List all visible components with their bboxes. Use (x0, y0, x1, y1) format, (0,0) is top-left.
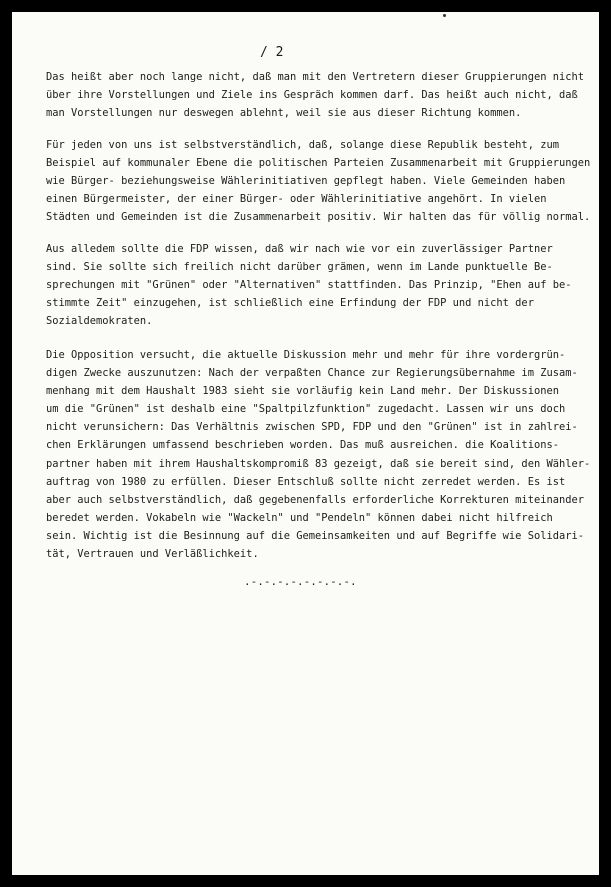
text-line: chen Erklärungen umfassend beschrieben worden. Das muß ausreichen. die Koalitions- (46, 439, 559, 452)
text-line: wie Bürger- beziehungsweise Wählerinitiativen gepflegt haben. Viele Gemeinden haben (46, 175, 566, 188)
text-line: Städten und Gemeinden ist die Zusammenarbeit positiv. Wir halten das für völlig normal. (46, 211, 591, 224)
text-line: sprechungen mit "Grünen" oder "Alternativen" stattfinden. Das Prinzip, "Ehen auf be- (46, 279, 572, 292)
text-line: stimmte Zeit" einzugehen, ist schließlich eine Erfindung der FDP und nicht der (46, 297, 534, 310)
text-line: menhang mit dem Haushalt 1983 sieht sie vorläufig kein Land mehr. Der Diskussionen (46, 385, 559, 398)
text-line: Das heißt aber noch lange nicht, daß man mit den Vertretern dieser Gruppierungen nicht (46, 71, 584, 83)
text-line: Sozialdemokraten. (46, 315, 153, 328)
scan-speck (443, 14, 446, 17)
text-line: einen Bürgermeister, der einer Bürger- oder Wählerinitiative angehört. In vielen (46, 193, 547, 206)
paragraph-2 (46, 136, 591, 226)
text-line: beredet werden. Vokabeln wie "Wackeln" und "Pendeln" können dabei nicht hilfreich (46, 511, 553, 524)
paragraph-3 (46, 240, 591, 330)
page-number: / 2 (260, 45, 284, 60)
text-line: auftrag von 1980 zu erfüllen. Dieser Entschluß sollte nicht zerredet werden. Es ist (46, 475, 566, 488)
text-line: sein. Wichtig ist die Besinnung auf die Gemeinsamkeiten und auf Begriffe wie Solidari- (46, 529, 584, 542)
end-separator: .-.-.-.-.-.-.-.-. (244, 575, 357, 588)
text-line: partner haben mit ihrem Haushaltskompromiß 83 gezeigt, daß sie bereit sind, den Wähler- (46, 457, 591, 470)
text-line: aber auch selbstverständlich, daß gegebenenfalls erforderliche Korrekturen miteinander (46, 493, 584, 506)
document-page (12, 12, 599, 875)
text-line: Für jeden von uns ist selbstverständlich, daß, solange diese Republik besteht, zum (46, 139, 559, 151)
text-line: über ihre Vorstellungen und Ziele ins Gespräch kommen darf. Das heißt auch nicht, daß (46, 89, 578, 102)
text-line: Die Opposition versucht, die aktuelle Diskussion mehr und mehr für ihre vordergrün- (46, 349, 566, 361)
text-line: Aus alledem sollte die FDP wissen, daß wir nach wie vor ein zuverlässiger Partner (46, 243, 553, 255)
text-line: um die "Grünen" ist deshalb eine "Spaltpilzfunktion" zugedacht. Lassen wir uns doch (46, 403, 566, 416)
paragraph-1 (46, 68, 591, 122)
paragraph-4 (46, 346, 591, 563)
text-line: nicht verunsichern: Das Verhältnis zwischen SPD, FDP und den "Grünen" ist in zahlrei- (46, 421, 578, 434)
text-line: man Vorstellungen nur deswegen ablehnt, weil sie aus dieser Richtung kommen. (46, 107, 522, 120)
text-line: Beispiel auf kommunaler Ebene die politischen Parteien Zusammenarbeit mit Gruppierungen (46, 157, 591, 170)
text-line: digen Zwecke auszunutzen: Nach der verpaßten Chance zur Regierungsübernahme im Zusam- (46, 367, 578, 380)
text-line: tät, Vertrauen und Verläßlichkeit. (46, 548, 259, 561)
text-line: sind. Sie sollte sich freilich nicht darüber grämen, wenn im Lande punktuelle Be- (46, 261, 553, 274)
